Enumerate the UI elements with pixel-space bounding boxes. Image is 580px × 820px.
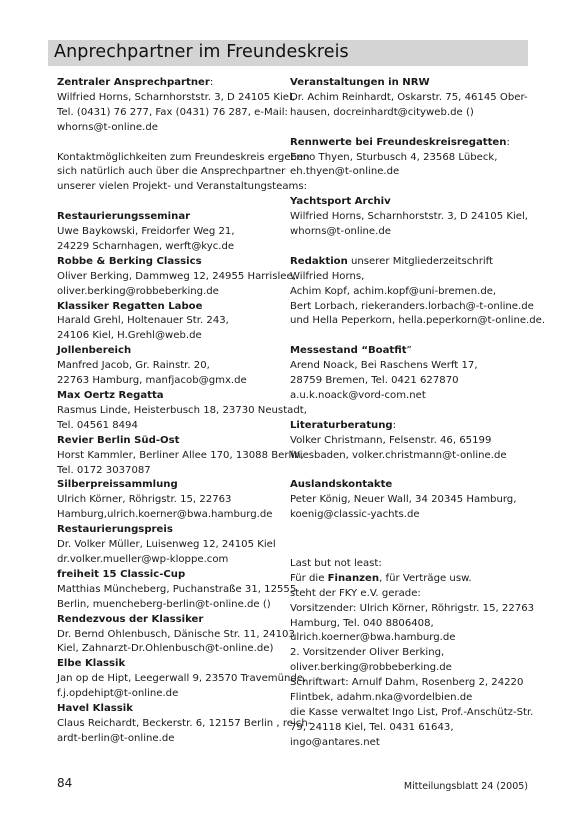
team-heading: Silberpreissammlung (57, 479, 178, 491)
finance-line: ingo@antares.net (290, 736, 380, 748)
team-heading: Rendezvous der Klassiker (57, 613, 204, 625)
finance-line: oliver.berking@robbeberking.de (290, 662, 452, 674)
team-line: ardt-berlin@t-online.de (57, 732, 175, 744)
finance-line-post: , für Verträge usw. (379, 572, 472, 584)
contact-heading: Auslandskontakte (290, 479, 393, 491)
team-line: 22763 Hamburg, manfjacob@gmx.de (57, 375, 247, 387)
central-contact-line: Tel. (0431) 76 277, Fax (0431) 76 287, e-Mail: (57, 106, 288, 118)
contact-nrw (290, 76, 528, 121)
team-line: Horst Kammler, Berliner Allee 170, 13088 Berlin, (57, 449, 304, 461)
contact-line: a.u.k.noack@vord-com.net (290, 389, 426, 401)
central-contact (57, 76, 296, 136)
team-line: Tel. 04561 8494 (57, 419, 138, 431)
intro-line: unserer vielen Projekt- und Veranstaltungsteams: (57, 181, 307, 193)
intro-text (57, 151, 310, 196)
team-line: Hamburg,ulrich.koerner@bwa.hamburg.de (57, 509, 273, 521)
team-line: Tel. 0172 3037087 (57, 464, 151, 476)
finance-line: 2. Vorsitzender Oliver Berking, (290, 647, 445, 659)
contact-ausland (290, 478, 528, 523)
team-contact (57, 210, 289, 255)
team-heading: Restaurierungsseminar (57, 211, 191, 223)
finance-line: ulrich.koerner@bwa.hamburg.de (290, 632, 456, 644)
contact-heading: Redaktion (290, 255, 348, 267)
finance-line-pre: Für die (290, 572, 328, 584)
contact-line: 28759 Bremen, Tel. 0421 627870 (290, 375, 459, 387)
team-contact (57, 344, 289, 389)
finance-line: die Kasse verwaltet Ingo List, Prof.-Anschütz-Str. (290, 706, 534, 718)
team-contact (57, 434, 304, 479)
contact-line: und Hella Peperkorn, hella.peperkorn@t-online.de. (290, 315, 546, 327)
contact-line: Wiesbaden, volker.christmann@t-online.de (290, 449, 507, 461)
team-heading: Restaurierungspreis (57, 524, 173, 536)
team-line: Rasmus Linde, Heisterbusch 18, 23730 Neustadt, (57, 404, 307, 416)
team-line: Jan op de Hipt, Leegerwall 9, 23570 Travemünde, (57, 673, 307, 685)
team-line: dr.volker.mueller@wp-kloppe.com (57, 553, 229, 565)
contact-line: koenig@classic-yachts.de (290, 509, 420, 521)
page-title: Anprechpartner im Freundeskreis (54, 42, 349, 62)
contact-heading: Yachtsport Archiv (290, 196, 391, 208)
contact-line: Bert Lorbach, riekeranders.lorbach@-t-online.de (290, 300, 534, 312)
team-line: Kiel, Zahnarzt-Dr.Ohlenbusch@t-online.de) (57, 643, 274, 655)
contact-line: Achim Kopf, achim.kopf@uni-bremen.de, (290, 285, 497, 297)
team-heading: Revier Berlin Süd-Ost (57, 434, 180, 446)
team-line: 24229 Scharnhagen, werft@kyc.de (57, 240, 235, 252)
team-contact (57, 523, 289, 568)
team-line: oliver.berking@robbeberking.de (57, 285, 219, 297)
contact-line: Arend Noack, Bei Raschens Werft 17, (290, 360, 478, 372)
team-contact (57, 300, 289, 345)
contact-rennwerte (290, 136, 528, 181)
page-number: 84 (57, 776, 73, 790)
contact-line: hausen, docreinhardt@cityweb.de () (290, 106, 474, 118)
finance-heading: Finanzen (327, 572, 380, 584)
team-line: Harald Grehl, Holtenauer Str. 243, (57, 315, 229, 327)
finance-line: Vorsitzender: Ulrich Körner, Röhrigstr. 15, 22763 (290, 602, 535, 614)
finance-line: 79, 24118 Kiel, Tel. 0431 61643, (290, 721, 454, 733)
team-heading: Robbe & Berking Classics (57, 255, 202, 267)
team-line: Ulrich Körner, Röhrigstr. 15, 22763 (57, 494, 232, 506)
contact-colon: : (506, 136, 510, 148)
contact-heading: Messestand “Boatfit (290, 345, 407, 357)
intro-line: sich natürlich auch über die Ansprechpartner (57, 166, 286, 178)
contact-line: Enno Thyen, Sturbusch 4, 23568 Lübeck, (290, 151, 498, 163)
team-contact (57, 702, 312, 747)
contact-heading: Rennwerte bei Freundeskreisregatten (290, 136, 507, 148)
team-line: Uwe Baykowski, Freidorfer Weg 21, (57, 226, 235, 238)
central-contact-heading: Zentraler Ansprechpartner (57, 77, 210, 88)
team-contact (57, 255, 296, 300)
team-contact (57, 478, 289, 523)
team-heading: Jollenbereich (57, 345, 132, 357)
team-line: Matthias Müncheberg, Puchanstraße 31, 12555 (57, 583, 297, 595)
contact-heading-rest: unserer Mitgliederzeitschrift (347, 255, 493, 267)
contact-heading-rest: ” (406, 345, 412, 357)
finance-line: Last but not least: (290, 557, 382, 569)
team-heading: Elbe Klassik (57, 658, 126, 670)
finance-lines (290, 587, 535, 751)
central-contact-colon: : (209, 77, 214, 88)
team-heading: Havel Klassik (57, 703, 133, 715)
team-line: 24106 Kiel, H.Grehl@web.de (57, 330, 202, 342)
team-heading: Klassiker Regatten Laboe (57, 300, 203, 312)
team-line: Claus Reichardt, Beckerstr. 6, 12157 Berlin , reich- (57, 717, 312, 729)
contact-line: whorns@t-online.de (290, 226, 391, 238)
team-line: Oliver Berking, Dammweg 12, 24955 Harrislee, (57, 270, 296, 282)
contact-archiv (290, 195, 528, 240)
team-contact (57, 568, 297, 613)
team-contact (57, 657, 307, 702)
team-line: Dr. Bernd Ohlenbusch, Dänische Str. 11, 24103 (57, 628, 295, 640)
contact-line: Wilfried Horns, (290, 270, 365, 282)
team-heading: freiheit 15 Classic-Cup (57, 568, 186, 580)
finance-line: Hamburg, Tel. 040 8806408, (290, 617, 434, 629)
title-bar (48, 40, 528, 66)
publication-label: Mitteilungsblatt 24 (2005) (403, 781, 528, 792)
contact-line: Peter König, Neuer Wall, 34 20345 Hamburg, (290, 494, 517, 506)
intro-line: Kontaktmöglichkeiten zum Freundeskreis ergeben (57, 151, 310, 163)
finance-contacts (290, 557, 535, 751)
finance-line: steht der FKY e.V. gerade: (290, 587, 421, 599)
central-contact-line: whorns@t-online.de (57, 121, 158, 133)
contact-literatur (290, 419, 528, 464)
contact-line: Dr. Achim Reinhardt, Oskarstr. 75, 46145 Ober- (290, 91, 528, 103)
contact-line: Volker Christmann, Felsenstr. 46, 65199 (290, 434, 492, 446)
contact-messestand (290, 344, 528, 404)
team-line: Manfred Jacob, Gr. Rainstr. 20, (57, 360, 210, 372)
team-line: Berlin, muencheberg-berlin@t-online.de () (57, 598, 271, 610)
team-line: Dr. Volker Müller, Luisenweg 12, 24105 Kiel (57, 539, 276, 551)
team-heading: Max Oertz Regatta (57, 390, 164, 401)
right-column (290, 76, 546, 751)
team-contact (57, 389, 307, 434)
finance-line: Flintbek, adahm.nka@vordelbien.de (290, 692, 473, 704)
contact-colon: : (392, 419, 397, 431)
contact-line: eh.thyen@t-online.de (290, 166, 400, 178)
team-contact (57, 613, 295, 658)
finance-line: Schriftwart: Arnulf Dahm, Rosenberg 2, 24220 (290, 677, 524, 689)
contact-heading: Literaturberatung (290, 419, 393, 431)
team-line: f.j.opdehipt@t-online.de (57, 688, 179, 700)
central-contact-line: Wilfried Horns, Scharnhorststr. 3, D 24105 Kiel, (57, 91, 296, 103)
contact-line: Wilfried Horns, Scharnhorststr. 3, D 24105 Kiel, (290, 211, 529, 223)
contact-redaktion (290, 255, 546, 330)
contact-heading: Veranstaltungen in NRW (290, 77, 430, 88)
